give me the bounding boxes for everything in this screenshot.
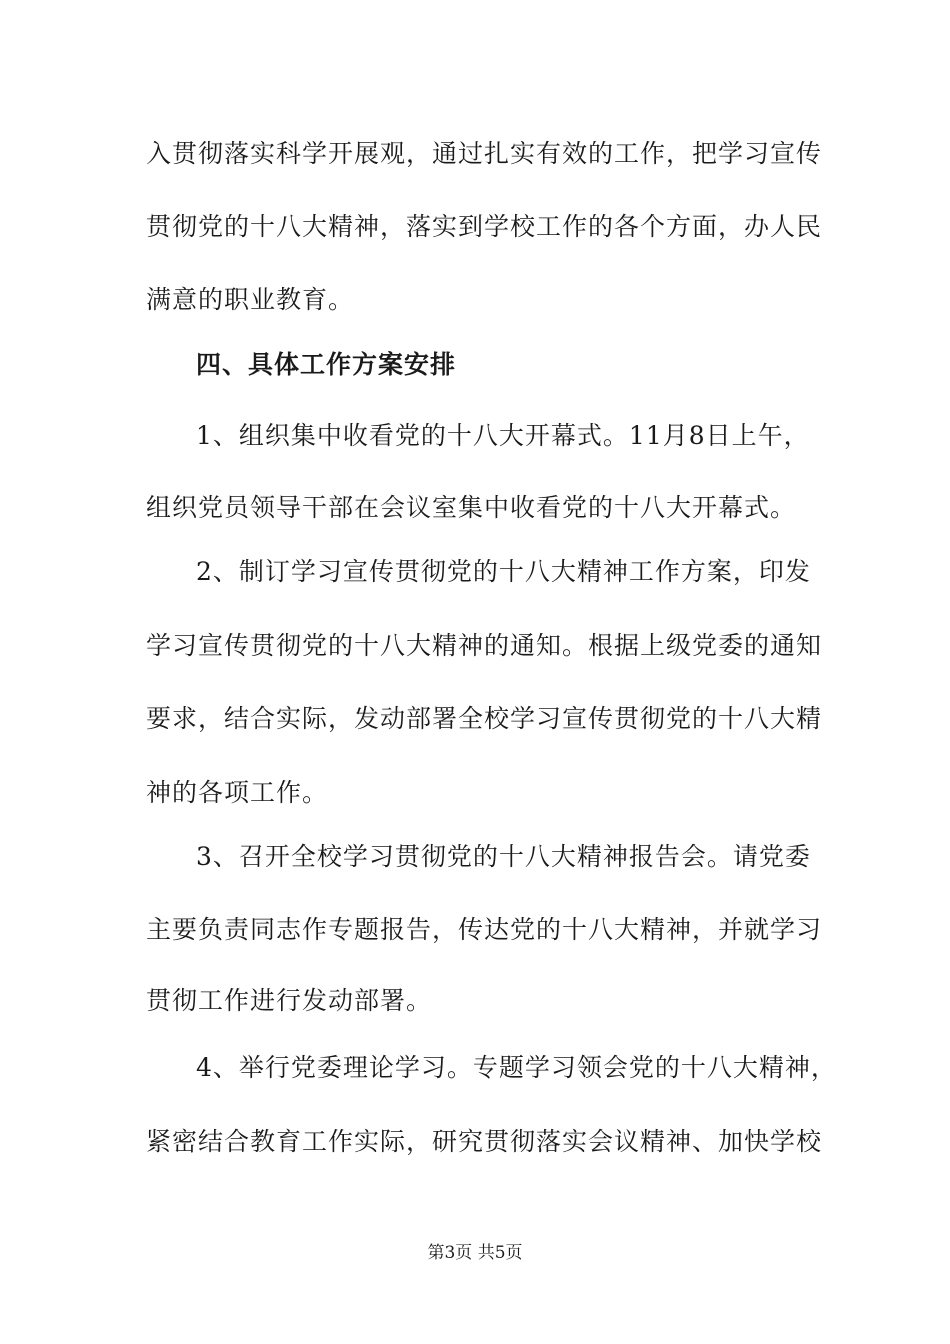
paragraph-line: 要求，结合实际，发动部署全校学习宣传贯彻党的十八大精 bbox=[146, 704, 823, 733]
page-footer: 第3页 共5页 bbox=[427, 1243, 523, 1263]
paragraph-line: 贯彻党的十八大精神，落实到学校工作的各个方面，办人民 bbox=[146, 212, 823, 241]
paragraph-line: 2、制订学习宣传贯彻党的十八大精神工作方案，印发 bbox=[196, 557, 811, 586]
paragraph-line: 4、举行党委理论学习。专题学习领会党的十八大精神， bbox=[196, 1053, 837, 1082]
paragraph-line: 1、组织集中收看党的十八大开幕式。11月8日上午， bbox=[196, 421, 810, 450]
paragraph-line: 神的各项工作。 bbox=[146, 778, 329, 807]
paragraph-line: 满意的职业教育。 bbox=[146, 285, 355, 314]
paragraph-line: 学习宣传贯彻党的十八大精神的通知。根据上级党委的通知 bbox=[146, 631, 823, 660]
section-heading: 四、具体工作方案安排 bbox=[196, 350, 457, 379]
paragraph-line: 主要负责同志作专题报告，传达党的十八大精神，并就学习 bbox=[146, 915, 823, 944]
paragraph-line: 贯彻工作进行发动部署。 bbox=[146, 986, 433, 1015]
paragraph-line: 3、召开全校学习贯彻党的十八大精神报告会。请党委 bbox=[196, 842, 811, 871]
paragraph-line: 紧密结合教育工作实际，研究贯彻落实会议精神、加快学校 bbox=[146, 1127, 823, 1156]
paragraph-line: 入贯彻落实科学开展观，通过扎实有效的工作，把学习宣传 bbox=[146, 139, 823, 168]
paragraph-line: 组织党员领导干部在会议室集中收看党的十八大开幕式。 bbox=[146, 493, 797, 522]
